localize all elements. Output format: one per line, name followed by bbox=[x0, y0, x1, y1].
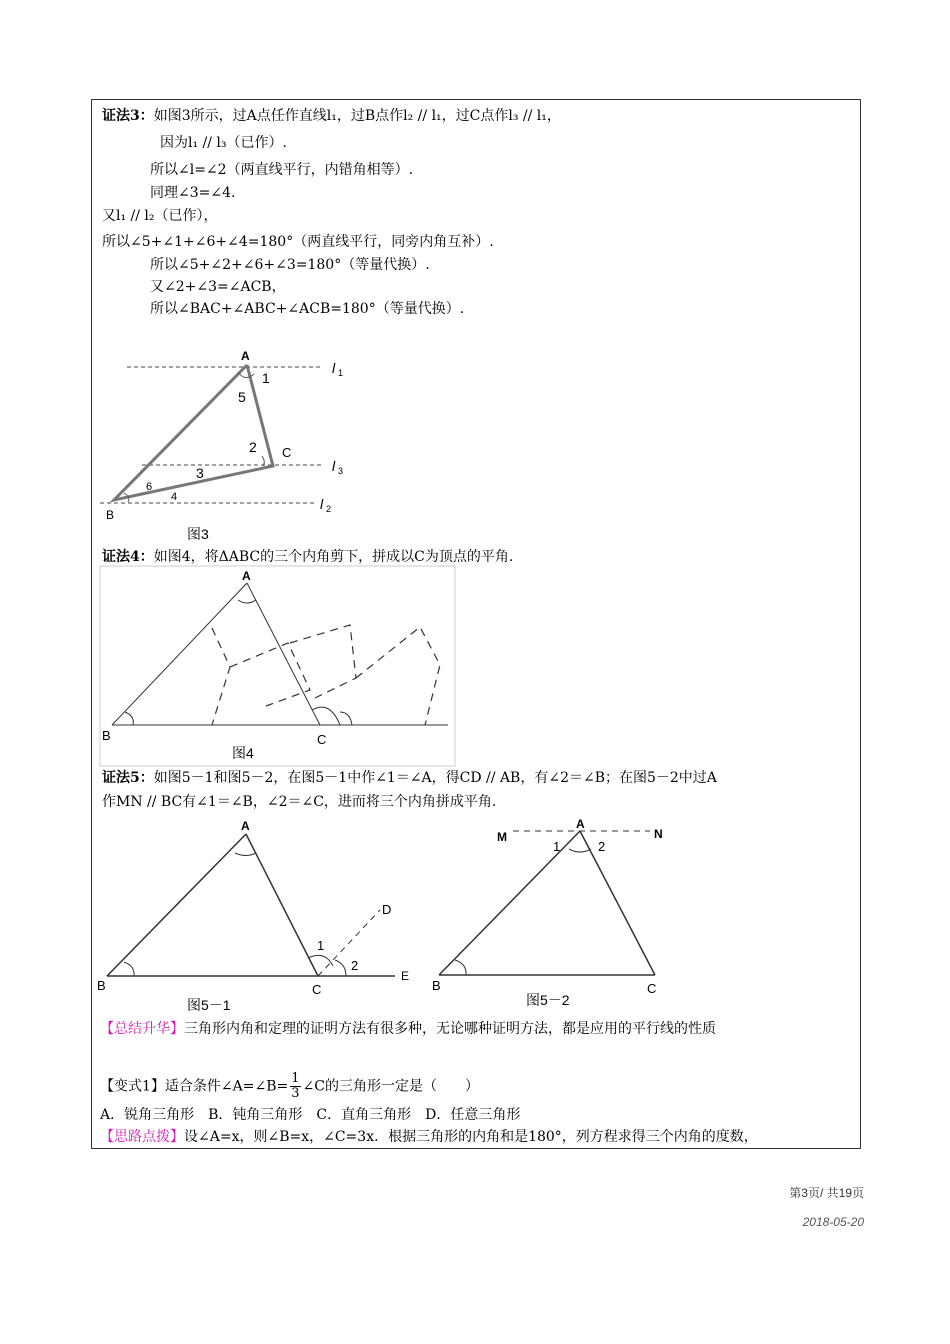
fig52-C: C bbox=[647, 981, 657, 996]
proof3-line7: 所以∠5+∠2+∠6+∠3=180°（等量代换）. bbox=[150, 257, 430, 273]
fig52-A: A bbox=[576, 817, 585, 831]
proof5-heading: 证法5： bbox=[102, 770, 154, 786]
fig3-n3: 3 bbox=[196, 465, 204, 481]
summary-line: 【总结升华】三角形内角和定理的证明方法有很多种，无论哪种证明方法，都是应用的平行线的性质 bbox=[100, 1021, 716, 1037]
fig51-E: E bbox=[401, 969, 410, 983]
fig52-n1: 1 bbox=[553, 839, 561, 854]
fig3-B: B bbox=[106, 508, 115, 522]
fig51-B: B bbox=[97, 978, 106, 993]
proof5-line2: 作MN // BC有∠1＝∠B，∠2＝∠C，进而将三个内角拼成平角. bbox=[102, 794, 497, 810]
fig3-caption: 图3 bbox=[187, 526, 209, 542]
fig4-A: A bbox=[242, 569, 251, 583]
variant-tag: 【变式1】 bbox=[100, 1078, 165, 1095]
fig3-l2: l bbox=[320, 496, 324, 512]
fig3-n1: 1 bbox=[262, 370, 270, 386]
fig52-B: B bbox=[432, 978, 441, 993]
proof4-heading: 证法4： bbox=[102, 549, 154, 565]
fig3-A: A bbox=[241, 349, 250, 363]
fig51-n2: 2 bbox=[351, 958, 359, 973]
fig51-n1: 1 bbox=[317, 938, 325, 953]
variant-line: 【变式1】适合条件∠A=∠B= $\frac{1}{3}$ ∠C的三角形一定是（ ） bbox=[100, 1071, 479, 1101]
fig52-side-ac bbox=[580, 831, 655, 975]
fig4-caption: 图4 bbox=[232, 745, 254, 761]
fig3-n2: 2 bbox=[249, 439, 257, 455]
proof3-line1: 证法3：如图3所示，过A点任作直线l₁，过B点作l₂ // l₁，过C点作l₃ // l₁， bbox=[102, 108, 561, 124]
proof5-line1: 证法5：如图5－1和图5－2，在图5－1中作∠1＝∠A，得CD // AB，有∠2＝∠B；在图5－2中过A bbox=[102, 770, 717, 786]
fig3-l1-sub: 1 bbox=[338, 368, 344, 378]
footer-date: 2018-05-20 bbox=[802, 1215, 864, 1229]
page-number: 第3页/ 共19页 bbox=[789, 1186, 864, 1200]
fraction-one-third: $\frac{1}{3}$ bbox=[291, 1071, 300, 1101]
fig52-arc-a bbox=[569, 849, 591, 852]
fig3-n5: 5 bbox=[238, 389, 246, 405]
fig52-N: N bbox=[654, 827, 663, 841]
proof3-line4: 同理∠3=∠4. bbox=[150, 185, 236, 201]
fig52-M: M bbox=[497, 830, 507, 844]
fig3-n6: 6 bbox=[146, 481, 153, 493]
fig51-C: C bbox=[312, 982, 322, 997]
fig51-caption: 图5－1 bbox=[187, 997, 231, 1013]
summary-tag: 【总结升华】 bbox=[100, 1021, 184, 1037]
fig4-B: B bbox=[102, 728, 111, 743]
fig51-D: D bbox=[382, 902, 392, 917]
proof3-heading: 证法3： bbox=[102, 108, 154, 124]
fig3-l1: l bbox=[332, 360, 336, 376]
fig3-l3-sub: 3 bbox=[338, 466, 344, 476]
fig3-C: C bbox=[282, 445, 292, 460]
proof4-line: 证法4：如图4，将ΔABC的三个内角剪下，拼成以C为顶点的平角. bbox=[102, 549, 514, 565]
hint-line: 【思路点拨】设∠A=x，则∠B=x，∠C=3x．根据三角形的内角和是180°，列方程求得三个内角的度数， bbox=[100, 1129, 758, 1145]
fig52-n2: 2 bbox=[598, 839, 606, 854]
proof3-line5: 又l₁ // l₂（已作）， bbox=[102, 208, 218, 224]
fig3-l3: l bbox=[332, 458, 336, 474]
proof3-line8: 又∠2+∠3=∠ACB， bbox=[150, 279, 286, 295]
fig3-l2-sub: 2 bbox=[326, 504, 332, 514]
proof3-line3: 所以∠l=∠2（两直线平行，内错角相等）. bbox=[150, 162, 414, 178]
fig52-caption: 图5－2 bbox=[526, 992, 570, 1008]
fig3-n4: 4 bbox=[171, 491, 178, 503]
proof3-line2: 因为l₁ // l₃（已作）. bbox=[160, 135, 287, 151]
fig4-C: C bbox=[317, 732, 327, 747]
fig52-arc-b bbox=[455, 960, 466, 975]
proof3-line9: 所以∠BAC+∠ABC+∠ACB=180°（等量代换）. bbox=[150, 301, 465, 317]
hint-tag: 【思路点拨】 bbox=[100, 1129, 184, 1145]
proof3-line6: 所以∠5+∠1+∠6+∠4=180°（两直线平行，同旁内角互补）. bbox=[102, 234, 494, 250]
fig51-A: A bbox=[241, 819, 250, 833]
variant-options: A．锐角三角形 B．钝角三角形 C．直角三角形 D．任意三角形 bbox=[100, 1107, 521, 1123]
